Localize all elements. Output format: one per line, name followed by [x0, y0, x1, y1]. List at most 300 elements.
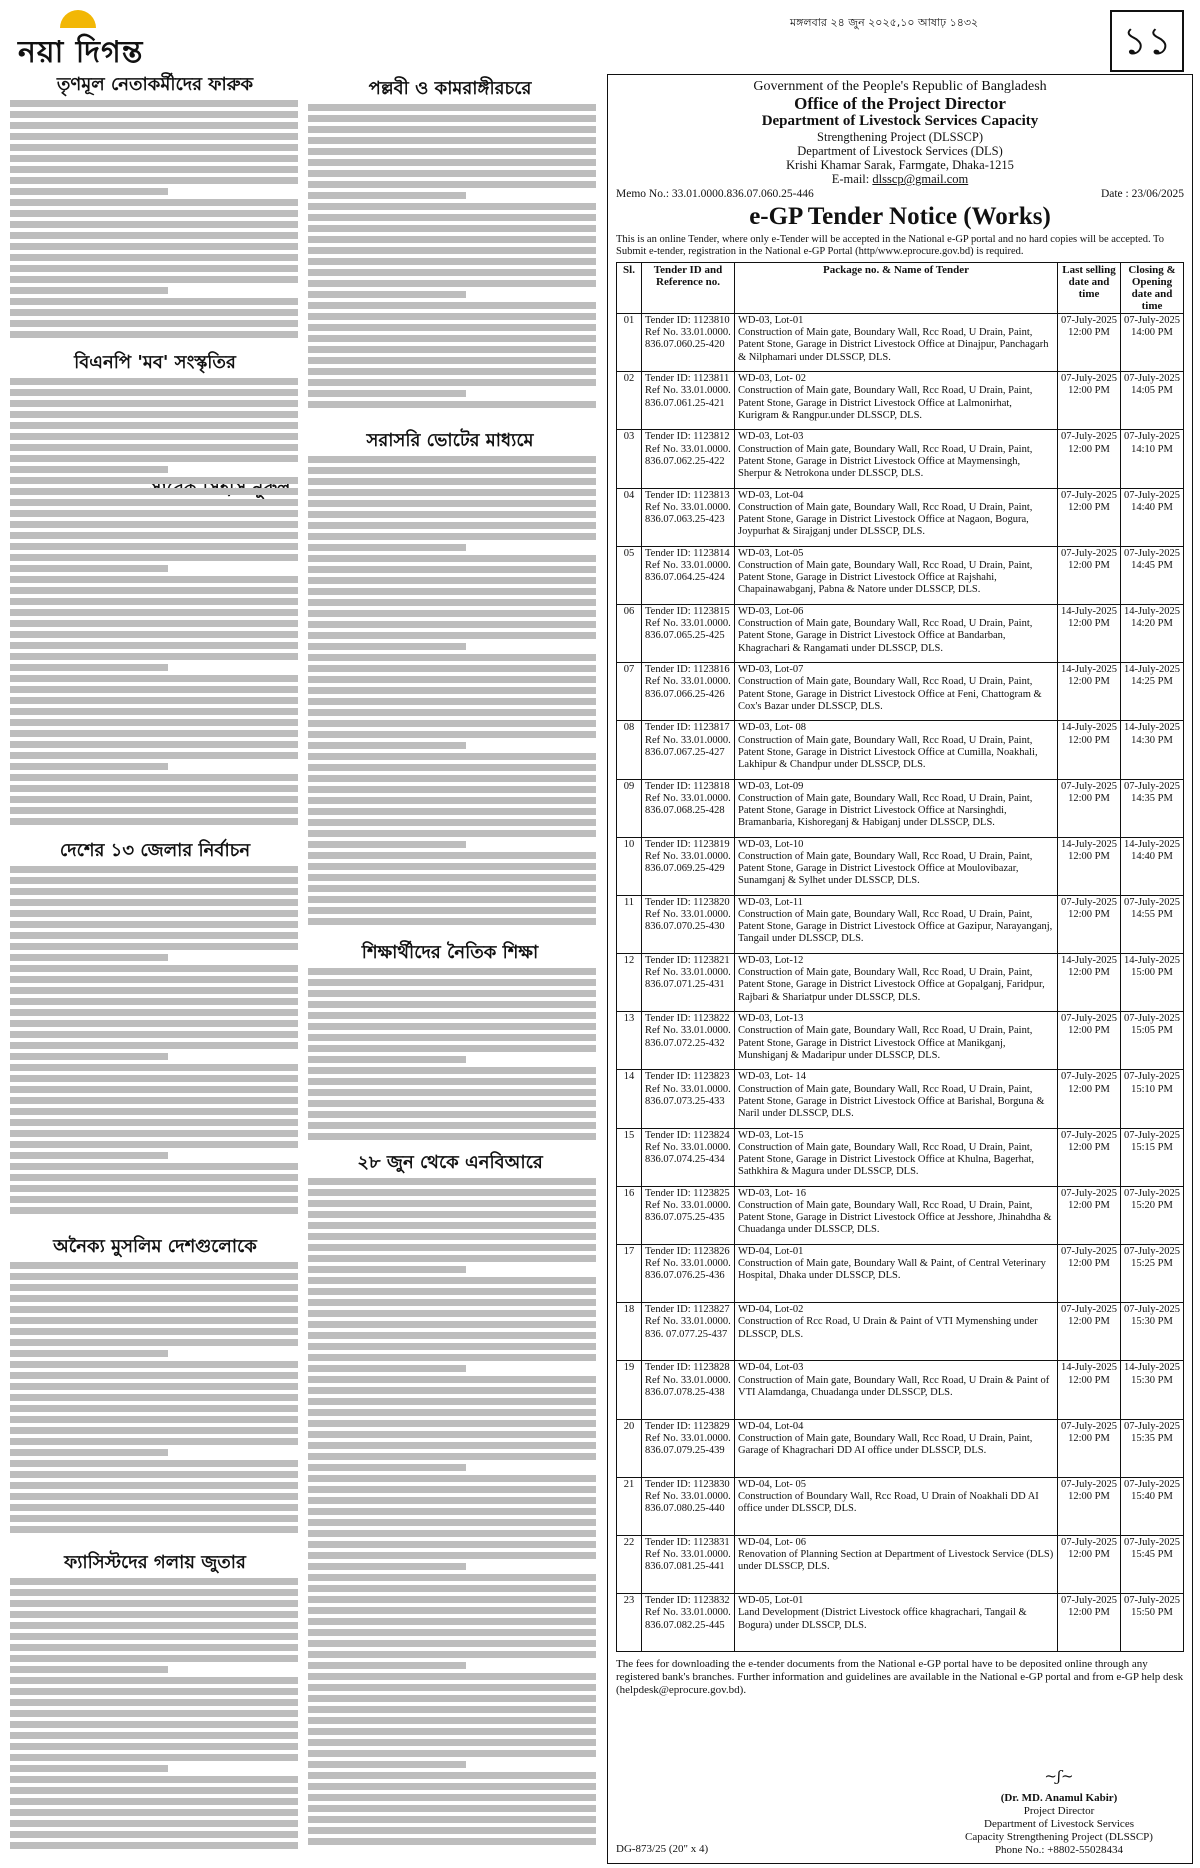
tender-ref: Ref No. 33.01.0000. 836.07.073.25-433 — [645, 1083, 731, 1107]
row-closing-date: 07-July-2025 15:45 PM — [1121, 1535, 1184, 1593]
package-no: WD-03, Lot- 08 — [738, 722, 806, 734]
row-tender — [642, 430, 735, 488]
text-line — [308, 1728, 596, 1735]
text-line — [308, 1706, 596, 1713]
package-desc: Construction of Main gate, Boundary Wall, Rcc Road, U Drain, Paint, Patent Stone, Garage in District Livestock Office at Bandarban, Khagrachari & Rangamati under DLSSCP, DLS. — [738, 618, 1033, 654]
signature-icon: ~ʃ~ — [1044, 1767, 1074, 1785]
tender-id: Tender ID: 1123814 — [645, 547, 730, 559]
package-no: WD-04, Lot-01 — [738, 1246, 804, 1257]
text-line — [10, 309, 298, 316]
tender-id: Tender ID: 1123821 — [645, 955, 730, 967]
signer-role: Project Director — [1023, 1805, 1095, 1817]
text-line — [308, 1651, 596, 1658]
row-sl: 10 — [617, 837, 642, 895]
text-line — [308, 1695, 596, 1702]
text-line — [308, 1288, 596, 1295]
text-line — [10, 100, 298, 107]
text-line — [308, 1244, 596, 1251]
text-line — [10, 177, 298, 184]
text-line — [308, 797, 596, 804]
text-line — [308, 621, 596, 628]
text-line — [308, 115, 596, 122]
text-line — [308, 500, 596, 507]
text-line — [308, 720, 596, 727]
row-tender — [642, 1186, 735, 1244]
text-line — [308, 1563, 466, 1570]
text-line — [308, 885, 596, 892]
tender-ref: Ref No. 33.01.0000. 836.07.062.25-422 — [645, 443, 731, 467]
memo-number: Memo No.: 33.01.0000.836.07.060.25-446 — [616, 188, 814, 200]
table-row — [617, 1361, 1184, 1419]
package-desc: Construction of Main gate, Boundary Wall, Rcc Road, U Drain, Paint, Patent Stone, Garage in District Livestock Office at Lalmonirhat, Kurigram & Rangpur.under DLSSCP, DLS. — [738, 385, 1033, 421]
text-line — [10, 298, 298, 305]
text-line — [308, 841, 466, 848]
package-no: WD-04, Lot-04 — [738, 1420, 804, 1432]
text-line — [308, 863, 596, 870]
page-number: ১১ — [1110, 10, 1184, 72]
tender-id: Tender ID: 1123813 — [645, 489, 730, 501]
text-line — [308, 1794, 596, 1801]
tender-ref: Ref No. 33.01.0000. 836.07.069.25-429 — [645, 850, 731, 875]
text-line — [308, 1530, 596, 1537]
text-line — [10, 1754, 298, 1761]
text-line — [10, 932, 298, 939]
address-line: Krishi Khamar Sarak, Farmgate, Dhaka-1215 — [786, 158, 1014, 172]
text-line — [308, 489, 596, 496]
text-line — [10, 866, 298, 873]
row-tender — [642, 837, 735, 895]
text-line — [10, 1493, 298, 1500]
text-line — [10, 1677, 298, 1684]
text-line — [10, 254, 298, 261]
row-package — [735, 1477, 1058, 1535]
text-line — [10, 899, 298, 906]
package-desc: Construction of Main gate, Boundary Wall, Rcc Road, U Drain, Paint, Patent Stone, Garage in District Livestock Office at Barishal, Borguna & Naril under DLSSCP, DLS. — [738, 1083, 1045, 1120]
text-line — [10, 1721, 298, 1728]
text-line — [10, 976, 298, 983]
tender-id: Tender ID: 1123830 — [645, 1478, 730, 1490]
row-sl: 03 — [617, 430, 642, 488]
col-package: Package no. & Name of Tender — [735, 263, 1058, 314]
text-line — [10, 1284, 298, 1291]
text-line — [308, 1464, 466, 1471]
text-line — [308, 148, 596, 155]
text-line — [10, 741, 298, 748]
row-tender — [642, 546, 735, 604]
row-package — [735, 721, 1058, 779]
row-last-date: 14-July-2025 12:00 PM — [1058, 604, 1121, 662]
row-last-date: 14-July-2025 12:00 PM — [1058, 663, 1121, 721]
row-tender — [642, 663, 735, 721]
row-closing-date: 14-July-2025 14:40 PM — [1121, 837, 1184, 895]
text-line — [10, 910, 298, 917]
text-line — [308, 819, 596, 826]
text-line — [10, 199, 298, 206]
text-line — [308, 1673, 596, 1680]
text-line — [308, 1497, 596, 1504]
text-line — [10, 389, 298, 396]
text-line — [308, 808, 596, 815]
tender-id: Tender ID: 1123824 — [645, 1129, 730, 1141]
tender-ref: Ref No. 33.01.0000. 836.07.060.25-420 — [645, 327, 731, 351]
email-link[interactable]: dlsscp@gmail.com — [872, 172, 969, 186]
text-line — [10, 166, 298, 173]
text-line — [10, 1185, 298, 1192]
package-no: WD-03, Lot-11 — [738, 896, 803, 908]
text-line — [10, 188, 168, 195]
text-line — [10, 1798, 298, 1805]
text-line — [10, 1350, 168, 1357]
row-tender — [642, 954, 735, 1012]
text-line — [10, 1086, 298, 1093]
tender-id: Tender ID: 1123822 — [645, 1013, 730, 1025]
table-row — [617, 1245, 1184, 1303]
text-line — [308, 610, 596, 617]
text-line — [308, 1343, 596, 1350]
tender-ref: Ref No. 33.01.0000. 836.07.063.25-423 — [645, 501, 731, 525]
text-line — [308, 1299, 596, 1306]
text-line — [308, 764, 596, 771]
text-line — [10, 1710, 298, 1717]
package-desc: Construction of Main gate, Boundary Wall, Rcc Road, U Drain, Paint, Patent Stone, Garage in District Livestock Office at Gazipur, Narayanganj, Tangail under DLSSCP, DLS. — [738, 909, 1053, 945]
text-line — [10, 1163, 298, 1170]
row-last-date: 07-July-2025 12:00 PM — [1058, 1012, 1121, 1070]
row-package — [735, 895, 1058, 953]
text-line — [308, 1618, 596, 1625]
table-row — [617, 1535, 1184, 1593]
text-line — [10, 378, 298, 385]
text-line — [10, 1688, 298, 1695]
text-line — [308, 1012, 596, 1019]
text-line — [308, 1475, 596, 1482]
row-closing-date: 07-July-2025 14:55 PM — [1121, 895, 1184, 953]
text-line — [308, 1805, 596, 1812]
text-line — [308, 852, 596, 859]
tender-id: Tender ID: 1123815 — [645, 605, 730, 617]
package-desc: Construction of Main gate, Boundary Wall & Paint, of Central Veterinary Hospital, Dhaka under DLSSCP, DLS. — [738, 1258, 1046, 1282]
text-line — [308, 698, 596, 705]
text-line — [10, 1589, 298, 1596]
text-line — [10, 488, 298, 495]
text-line — [10, 1383, 298, 1390]
text-line — [10, 565, 168, 572]
article-text — [308, 100, 596, 418]
row-last-date: 07-July-2025 12:00 PM — [1058, 1535, 1121, 1593]
text-line — [10, 1655, 298, 1662]
text-line — [308, 511, 596, 518]
text-line — [308, 979, 596, 986]
text-line — [10, 232, 298, 239]
row-closing-date: 14-July-2025 14:30 PM — [1121, 721, 1184, 779]
row-sl: 16 — [617, 1186, 642, 1244]
text-line — [308, 1133, 596, 1140]
text-line — [308, 247, 596, 254]
row-last-date: 07-July-2025 12:00 PM — [1058, 1477, 1121, 1535]
package-desc: Construction of Main gate, Boundary Wall, Rcc Road, U Drain, Paint, Patent Stone, Garage in District Livestock Office at Moulovibazar, Sunamganj & Sylhet under DLSSCP, DLS. — [738, 850, 1033, 887]
row-package — [735, 663, 1058, 721]
text-line — [308, 1783, 596, 1790]
text-line — [308, 1409, 596, 1416]
text-line — [10, 1130, 298, 1137]
table-row — [617, 1419, 1184, 1477]
text-line — [10, 1174, 298, 1181]
package-no: WD-03, Lot-12 — [738, 955, 804, 967]
tender-ref: Ref No. 33.01.0000. 836.07.070.25-430 — [645, 909, 731, 933]
text-line — [308, 599, 596, 606]
row-closing-date: 07-July-2025 14:45 PM — [1121, 546, 1184, 604]
row-sl: 21 — [617, 1477, 642, 1535]
text-line — [10, 1306, 298, 1313]
text-line — [10, 521, 298, 528]
text-line — [10, 921, 298, 928]
row-tender — [642, 1070, 735, 1128]
text-line — [308, 1089, 596, 1096]
table-row — [617, 430, 1184, 488]
text-line — [10, 642, 298, 649]
row-package — [735, 1303, 1058, 1361]
row-package — [735, 1186, 1058, 1244]
row-sl: 01 — [617, 314, 642, 372]
row-closing-date: 07-July-2025 14:00 PM — [1121, 314, 1184, 372]
tender-ref: Ref No. 33.01.0000. 836.07.074.25-434 — [645, 1141, 731, 1166]
package-no: WD-03, Lot-10 — [738, 838, 804, 850]
text-line — [308, 665, 596, 672]
text-line — [308, 566, 596, 573]
text-line — [10, 1633, 298, 1640]
row-tender — [642, 1245, 735, 1303]
text-line — [10, 554, 298, 561]
tender-ref: Ref No. 33.01.0000. 836.07.078.25-438 — [645, 1374, 731, 1398]
text-line — [308, 1398, 596, 1405]
text-line — [10, 1361, 298, 1368]
text-line — [10, 1042, 298, 1049]
tender-ref: Ref No. 33.01.0000. 836.07.075.25-435 — [645, 1200, 731, 1224]
row-closing-date: 14-July-2025 14:25 PM — [1121, 663, 1184, 721]
row-package — [735, 954, 1058, 1012]
package-desc: Construction of Main gate, Boundary Wall, Rcc Road, U Drain, Paint, Patent Stone, Garage in District Livestock Office at Khulna, Bagerhat, Sathkhira & Magura under DLSSCP, DLS. — [738, 1141, 1035, 1178]
text-line — [308, 203, 596, 210]
row-sl: 06 — [617, 604, 642, 662]
text-line — [308, 990, 596, 997]
text-line — [308, 1486, 596, 1493]
text-line — [10, 1809, 298, 1816]
text-line — [10, 888, 298, 895]
package-desc: Construction of Main gate, Boundary Wall, Rcc Road, U Drain, Paint, Patent Stone, Garage in District Livestock Office at Gopalganj, Faridpur, Rajbari & Shariatpur under DLSSCP, DLS. — [738, 967, 1045, 1003]
text-line — [10, 620, 298, 627]
row-package — [735, 546, 1058, 604]
text-line — [308, 379, 596, 386]
row-package — [735, 372, 1058, 430]
headline: সরাসরি ভোটের মাধ্যমে — [366, 430, 534, 451]
text-line — [308, 555, 596, 562]
table-header-row — [617, 263, 1184, 314]
text-line — [308, 1640, 596, 1647]
text-line — [10, 697, 298, 704]
package-desc: Construction of Main gate, Boundary Wall, Rcc Road, U Drain, Paint, Patent Stone, Garage in District Livestock Office at Jesshore, Jhinahdha & Chuadanga under DLSSCP, DLS. — [738, 1200, 1052, 1236]
text-line — [308, 1596, 596, 1603]
text-line — [308, 159, 596, 166]
row-package — [735, 1361, 1058, 1419]
text-line — [10, 1611, 298, 1618]
text-line — [308, 1045, 596, 1052]
text-line — [308, 126, 596, 133]
tender-ref: Ref No. 33.01.0000. 836.07.071.25-431 — [645, 967, 731, 991]
row-sl: 08 — [617, 721, 642, 779]
table-row — [617, 604, 1184, 662]
text-line — [308, 731, 596, 738]
text-line — [308, 544, 466, 551]
text-line — [308, 401, 596, 408]
tender-id: Tender ID: 1123812 — [645, 431, 730, 443]
row-sl: 19 — [617, 1361, 642, 1419]
package-no: WD-03, Lot-13 — [738, 1013, 804, 1025]
row-closing-date: 07-July-2025 15:35 PM — [1121, 1419, 1184, 1477]
table-row — [617, 372, 1184, 430]
table-row — [617, 314, 1184, 372]
text-line — [308, 236, 596, 243]
text-line — [308, 1750, 596, 1757]
text-line — [308, 225, 596, 232]
text-line — [308, 170, 596, 177]
text-line — [308, 1684, 596, 1691]
tender-id: Tender ID: 1123823 — [645, 1071, 730, 1083]
text-line — [10, 609, 298, 616]
text-line — [308, 1310, 596, 1317]
text-line — [10, 1416, 298, 1423]
package-desc: Construction of Main gate, Boundary Wall, Rcc Road, U Drain, Paint, Patent Stone, Garage in District Livestock Office at Cumilla, Noakhali, Lakhipur & Chandpur under DLSSCP, DLS. — [738, 734, 1038, 770]
text-line — [308, 1838, 596, 1845]
row-tender — [642, 604, 735, 662]
row-closing-date: 07-July-2025 15:15 PM — [1121, 1128, 1184, 1186]
package-desc: Construction of Main gate, Boundary Wall, Rcc Road, U Drain, Paint, Patent Stone, Garage in District Livestock Office at Nagaon, Bogura, Joypurhat & Sirajganj under DLSSCP, DLS. — [738, 501, 1033, 538]
notice-intro: This is an online Tender, where only e-Tender will be accepted in the National e-GP portal and no hard copies will be accepted. To Submit e-tender, registration in the National e-GP Portal (http/www.eprocure.gov.bd) is required. — [616, 234, 1164, 257]
text-line — [308, 1255, 596, 1262]
text-line — [10, 1732, 298, 1739]
text-line — [10, 1152, 168, 1159]
text-line — [10, 1743, 298, 1750]
text-line — [308, 478, 596, 485]
row-closing-date: 14-July-2025 14:20 PM — [1121, 604, 1184, 662]
row-tender — [642, 1477, 735, 1535]
row-closing-date: 07-July-2025 15:50 PM — [1121, 1594, 1184, 1652]
text-line — [10, 1394, 298, 1401]
row-package — [735, 314, 1058, 372]
text-line — [308, 1222, 596, 1229]
text-line — [308, 1629, 596, 1636]
row-package — [735, 1012, 1058, 1070]
text-line — [308, 830, 596, 837]
text-line — [10, 675, 298, 682]
text-line — [308, 1574, 596, 1581]
text-line — [10, 653, 298, 660]
text-line — [308, 1365, 466, 1372]
tender-id: Tender ID: 1123819 — [645, 838, 730, 850]
text-line — [308, 1211, 596, 1218]
tender-ref: Ref No. 33.01.0000. 836.07.065.25-425 — [645, 618, 731, 642]
row-sl: 05 — [617, 546, 642, 604]
text-line — [10, 1372, 298, 1379]
tender-ref: Ref No. 33.01.0000. 836.07.067.25-427 — [645, 734, 731, 758]
row-last-date: 07-July-2025 12:00 PM — [1058, 430, 1121, 488]
text-line — [10, 433, 298, 440]
text-line — [10, 576, 298, 583]
headline: তৃণমূল নেতাকর্মীদের ফারুক — [56, 74, 254, 95]
signer-phone: Phone No.: +8802-55028434 — [994, 1844, 1124, 1856]
dls-line: Department of Livestock Services (DLS) — [797, 144, 1003, 158]
headline: দেশের ১৩ জেলার নির্বাচন — [59, 840, 251, 861]
row-closing-date: 07-July-2025 15:10 PM — [1121, 1070, 1184, 1128]
text-line — [10, 1328, 298, 1335]
text-line — [308, 1111, 596, 1118]
row-closing-date: 07-July-2025 14:05 PM — [1121, 372, 1184, 430]
table-row — [617, 1303, 1184, 1361]
text-line — [10, 1295, 298, 1302]
package-desc: Construction of Main gate, Boundary Wall, Rcc Road, U Drain & Paint of VTI Alamdanga, Chuadanga under DLSSCP, DLS. — [738, 1374, 1050, 1398]
package-no: WD-04, Lot- 06 — [738, 1536, 806, 1548]
row-closing-date: 07-July-2025 14:35 PM — [1121, 779, 1184, 837]
row-sl: 13 — [617, 1012, 642, 1070]
text-line — [10, 1765, 168, 1772]
row-package — [735, 604, 1058, 662]
package-desc: Construction of Main gate, Boundary Wall, Rcc Road, U Drain, Paint, Garage of Khagrachari DD AI office under DLSSCP, DLS. — [738, 1432, 1033, 1456]
headline: ২৮ জুন থেকে এনবিআরে — [357, 1152, 543, 1173]
tender-id: Tender ID: 1123816 — [645, 664, 730, 676]
text-line — [10, 708, 298, 715]
row-tender — [642, 779, 735, 837]
tender-ref: Ref No. 33.01.0000. 836.07.064.25-424 — [645, 559, 731, 584]
package-no: WD-03, Lot-06 — [738, 605, 804, 617]
headline: অনৈক্য মুসলিম দেশগুলোকে — [53, 1236, 257, 1257]
row-tender — [642, 1361, 735, 1419]
text-line — [308, 1189, 596, 1196]
row-last-date: 07-July-2025 12:00 PM — [1058, 1128, 1121, 1186]
text-line — [308, 753, 596, 760]
text-line — [10, 1471, 298, 1478]
package-no: WD-03, Lot-07 — [738, 664, 804, 676]
text-line — [10, 532, 298, 539]
table-row — [617, 1128, 1184, 1186]
fee-text: The fees for downloading the e-tender documents from the National e-GP portal have to be deposited online through any registered bank's branches. Further information and guidelines are available in the National e-GP portal and from e-GP help desk (helpdesk@eprocure.gov.bd). — [616, 1658, 1184, 1697]
row-package — [735, 1245, 1058, 1303]
row-last-date: 14-July-2025 12:00 PM — [1058, 721, 1121, 779]
package-no: WD-03, Lot-09 — [738, 780, 804, 792]
text-line — [10, 1317, 298, 1324]
notice-title: e-GP Tender Notice (Works) — [749, 203, 1051, 230]
table-row — [617, 721, 1184, 779]
article-text — [10, 1574, 298, 1854]
article-text — [10, 862, 298, 1224]
tender-id: Tender ID: 1123820 — [645, 896, 730, 908]
text-line — [10, 631, 298, 638]
text-line — [308, 335, 596, 342]
tender-id: Tender ID: 1123810 — [645, 315, 730, 326]
row-tender — [642, 1419, 735, 1477]
text-line — [308, 390, 466, 397]
row-package — [735, 488, 1058, 546]
text-line — [308, 456, 596, 463]
table-row — [617, 1186, 1184, 1244]
text-line — [308, 368, 596, 375]
text-line — [308, 1453, 596, 1460]
row-tender — [642, 721, 735, 779]
text-line — [308, 291, 466, 298]
row-sl: 20 — [617, 1419, 642, 1477]
row-sl: 07 — [617, 663, 642, 721]
text-line — [308, 1717, 596, 1724]
row-closing-date: 07-July-2025 15:25 PM — [1121, 1245, 1184, 1303]
row-sl: 14 — [617, 1070, 642, 1128]
text-line — [308, 1277, 596, 1284]
